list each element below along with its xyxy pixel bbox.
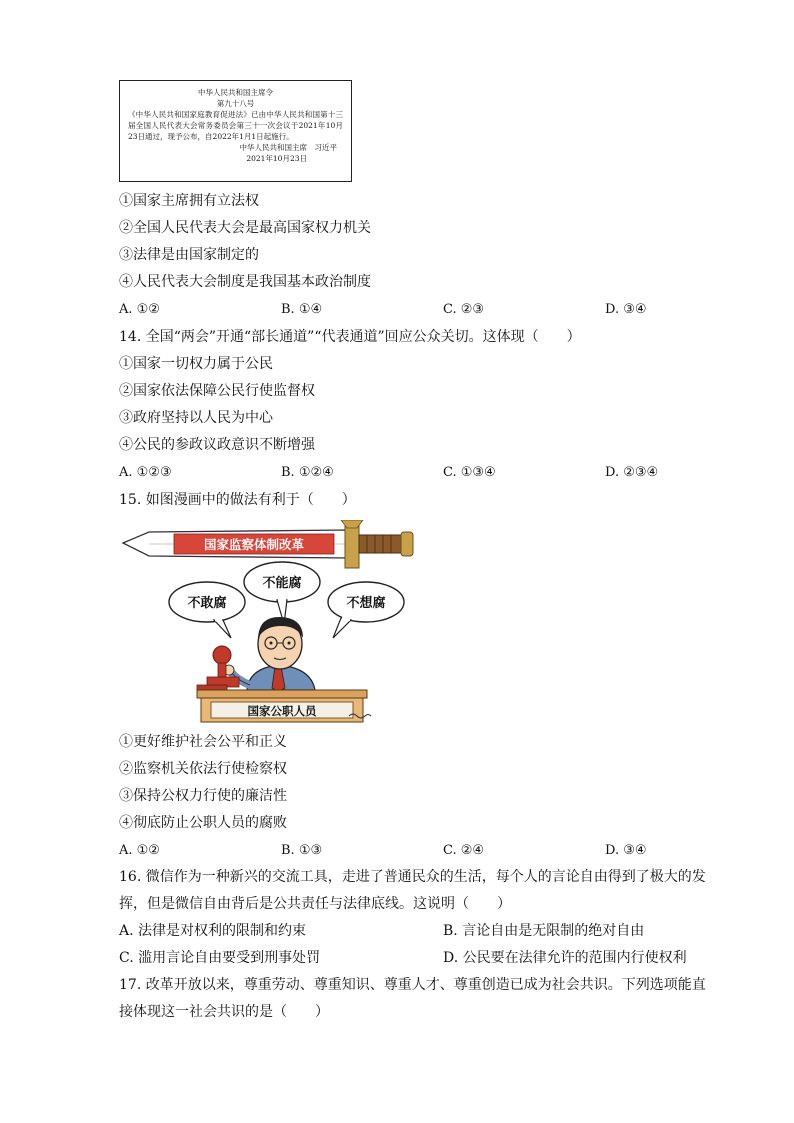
- bubble-left-text: 不敢腐: [187, 596, 227, 611]
- q13-option-a[interactable]: A. ①②: [119, 302, 160, 317]
- desk: [197, 690, 367, 722]
- q15-item-4: ④彻底防止公职人员的腐败: [119, 815, 287, 831]
- q13-option-b[interactable]: B. ①④: [281, 302, 323, 317]
- q14-option-c[interactable]: C. ①③④: [443, 465, 496, 480]
- q15-item-1: ①更好维护社会公平和正义: [119, 734, 287, 750]
- bubble-right-text: 不想腐: [346, 596, 386, 611]
- q15-option-b[interactable]: B. ①③: [281, 843, 323, 858]
- q16-option-a[interactable]: A. 法律是对权利的限制和约束: [119, 923, 307, 939]
- q13-item-3: ③法律是由国家制定的: [119, 247, 259, 263]
- q13-item-2: ②全国人民代表大会是最高国家权力机关: [119, 220, 371, 236]
- q15-option-a[interactable]: A. ①②: [119, 843, 160, 858]
- q14-option-a[interactable]: A. ①②③: [119, 465, 172, 480]
- q14-option-d[interactable]: D. ②③④: [605, 465, 659, 480]
- q14-options: [119, 464, 679, 482]
- q15-option-d[interactable]: D. ③④: [605, 843, 647, 858]
- q16-stem-line-2: 挥，但是微信自由背后是公共责任与法律底线。这说明（ ）: [119, 896, 511, 912]
- decree-number: 第九十八号: [216, 99, 255, 108]
- q14-item-4: ④公民的参政议政意识不断增强: [119, 437, 315, 453]
- q13-option-c[interactable]: C. ②③: [443, 302, 485, 317]
- q13-item-4: ④人民代表大会制度是我国基本政治制度: [119, 274, 371, 290]
- sword-guard: [345, 523, 359, 568]
- q14-item-2: ②国家依法保障公民行使监督权: [119, 383, 315, 399]
- bubble-left: [169, 582, 245, 638]
- q15-item-3: ③保持公权力行使的廉洁性: [119, 788, 287, 804]
- q15-option-c[interactable]: C. ②④: [443, 843, 485, 858]
- q15-options: [119, 842, 679, 860]
- q16-stem-line-1: 16. 微信作为一种新兴的交流工具，走进了普通民众的生活，每个人的言论自由得到了极大的发: [119, 869, 706, 885]
- decree-title: 中华人民共和国主席令: [198, 88, 273, 97]
- q13-options: [119, 301, 679, 319]
- q16-option-b[interactable]: B. 言论自由是无限制的绝对自由: [443, 923, 645, 939]
- q16-option-d[interactable]: D. 公民要在法律允许的范围内行使权利: [443, 950, 687, 966]
- q13-item-1: ①国家主席拥有立法权: [119, 193, 259, 209]
- sword-pommel: [401, 532, 413, 556]
- presidential-decree-box: [119, 80, 352, 182]
- q16-option-c[interactable]: C. 滥用言论自由要受到刑事处罚: [119, 950, 321, 966]
- anti-corruption-cartoon: [119, 520, 419, 725]
- q14-option-b[interactable]: B. ①②④: [281, 465, 334, 480]
- sword-hilt: [359, 535, 401, 553]
- bubble-mid-text: 不能腐: [262, 576, 302, 591]
- decree-signature: 中华人民共和国主席 习近平: [239, 143, 337, 152]
- q15-item-2: ②监察机关依法行使检察权: [119, 761, 287, 777]
- bubble-right: [328, 582, 404, 638]
- sword-text: 国家监察体制改革: [203, 537, 305, 552]
- decree-body: 《中华人民共和国家庭教育促进法》已由中华人民共和国第十三届全国人民代表大会常务委员会第三十一次会议于2021年10月23日通过，现予公布，自2022年1月1日起施行。: [128, 110, 343, 141]
- decree-date: 2021年10月23日: [246, 154, 307, 163]
- q17-stem-line-1: 17. 改革开放以来，尊重劳动、尊重知识、尊重人才、尊重创造已成为社会共识。下列选项能直: [119, 977, 706, 993]
- q14-stem: 14. 全国“两会”开通“部长通道”“代表通道”回应公众关切。这体现（ ）: [119, 329, 581, 345]
- q17-stem-line-2: 接体现这一社会共识的是（ ）: [119, 1004, 329, 1020]
- q14-item-3: ③政府坚持以人民为中心: [119, 410, 273, 426]
- desk-label: 国家公职人员: [247, 704, 317, 718]
- bubble-mid: [244, 562, 320, 624]
- q14-item-1: ①国家一切权力属于公民: [119, 356, 273, 372]
- q15-stem: 15. 如图漫画中的做法有利于（ ）: [119, 492, 356, 508]
- q13-option-d[interactable]: D. ③④: [605, 302, 647, 317]
